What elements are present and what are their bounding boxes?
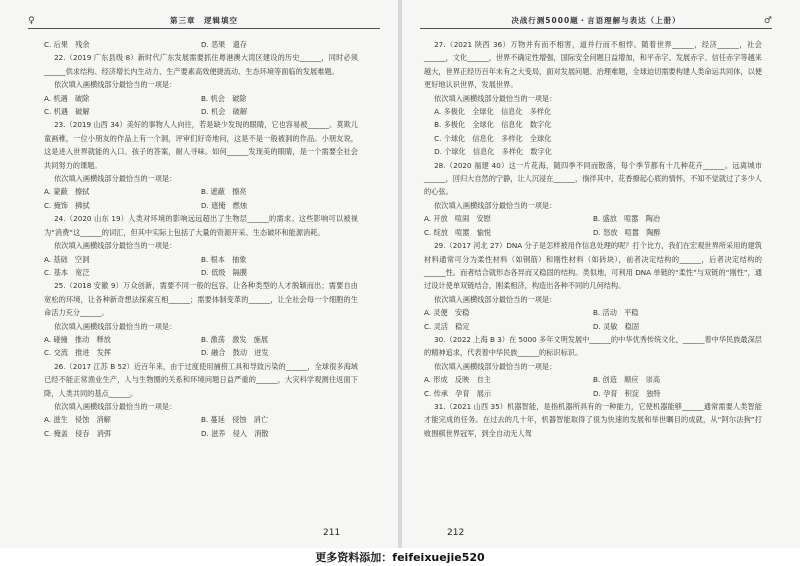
option: D. 怒放 喧嚣 陶醉: [593, 227, 661, 237]
chapter-title: 第三章 逻辑填空: [170, 16, 238, 25]
question-text: 22.（2019 广东县级 8）新时代广东发展需要抓住粤港澳大湾区建设的历史______，同时必须______供求结构、经济增长内生动力、生产要素高效便捷流动、生态环境等面临的发展难题。: [44, 53, 358, 76]
question-prompt: 依次填入画横线部分最恰当的一项是：: [54, 321, 177, 331]
option: A. 多极化 全球化 信息化 多样化: [434, 107, 552, 117]
question-text: 31.（2021 山西 35）机器智能，是指机器所具有的一种能力，它使机器能够______通常需要人类智能才能完成的任务。在过去的几十年，机器智能取得了很为快速的发展和举世瞩目的成就，从“阿尔法狗”打败围棋世界冠军，到全自动无人驾: [424, 401, 762, 438]
option: C. 绽放 喧嚣 愉悦: [424, 227, 492, 237]
question-prompt: 依次填入画横线部分最恰当的一项是：: [54, 174, 177, 184]
option: C. 后果 残余: [44, 40, 90, 49]
question-26: [44, 360, 358, 440]
question-prompt: 依次填入画横线部分最恰当的一项是：: [434, 200, 557, 210]
question-text: 25.（2018 安徽 9）万众创新，需要不同一般的包容，让各种类型的人才脱颖而出；需要自由宽松的环境，让各种新奇想法探索互相______；需要体制变革的______，让全社会每一个细胞的生命活力充分______。: [44, 281, 358, 318]
option: D. 机会 破解: [201, 107, 248, 117]
question-31: [424, 400, 762, 440]
question-text: 26.（2017 江苏 B 52）近百年来，由于过度使用捕捞工具和导致污染的______，全球很多海域已经不能正常渔业生产，人与生物圈的关系和环境问题日益严重的______，大灾科学观测往返面下降，人类共同的基点______。: [44, 361, 358, 398]
left-page-header: [28, 14, 380, 29]
question-prompt: 依次填入画横线部分最恰当的一项是：: [434, 294, 557, 304]
option: B. 创造 顺应 崇高: [593, 375, 661, 385]
left-page: [0, 0, 398, 548]
option: D. 遮掩 燃烛: [201, 200, 248, 210]
question-22: [44, 51, 358, 118]
question-prompt: 依次填入画横线部分最恰当的一项是：: [54, 241, 177, 251]
option: D. 灵敏 稳固: [593, 321, 640, 331]
option: B. 盛放 喧嚣 陶冶: [593, 214, 661, 224]
question-28: [424, 159, 762, 239]
option: B. 机会 破除: [201, 93, 247, 103]
option: A. 滋生 侵蚀 消解: [44, 415, 111, 425]
question-text: 27.（2021 陕西 36）万物并有而不相害，道并行而不相悖。随着世界______，经济______，社会______，文化______，世界不确定性增强，国际安全问题日益增加，和平赤字、发展赤字、信任赤字等越来越大，世界正经历百年未有之大变局，面对发展问题、治理难题，全球迫切需要构建人类命运共同体，以便更好地认识世界，发展世界。: [424, 40, 762, 90]
question-prompt: 依次填入画横线部分最恰当的一项是：: [434, 93, 557, 103]
option: A. 机遇 破除: [44, 93, 90, 103]
option: C. 掩饰 拂拭: [44, 200, 90, 210]
header-mark: ♀: [28, 16, 35, 26]
option: C. 交流 推进 发挥: [44, 348, 112, 358]
option: A. 开放 喧闹 安慰: [424, 214, 491, 224]
top-options: [44, 38, 358, 51]
question-prompt: 依次填入画横线部分最恰当的一项是：: [434, 361, 557, 371]
footer-contact: 更多资料添加：feifeixuejie520: [315, 551, 485, 564]
option: D. 个球化 信息化 多样化 数字化: [434, 147, 552, 157]
option: B. 根本 抽象: [201, 254, 247, 264]
option: C. 个球化 信息化 多样化 全球化: [434, 133, 552, 143]
option: A. 形成 反映 自主: [424, 375, 491, 385]
question-text: 30.（2022 上海 B 3）在 5000 多年文明发展中______的中华优秀传统文化，______着中华民族最深层的精神追求，代表着中华民族______的标识标识。: [424, 334, 762, 358]
book-title: 决战行测5000题・言语理解与表达（上册）: [511, 16, 681, 25]
question-24: [44, 212, 358, 279]
option: A. 碰撞 推动 释放: [44, 334, 111, 344]
option: B. 激荡 激发 施展: [201, 334, 269, 344]
option: C. 掩盖 侵吞 消弭: [44, 428, 112, 438]
question-25: [44, 279, 358, 359]
left-page-content: [44, 38, 358, 440]
question-text: 23.（2019 山西 34）美好的事物人人向往，若是缺少发现的眼睛，它也容易被______。莫欺儿童画稚，一位小朋友的作品上有一个洞，评审们好奇地问，这是不是一般被洞的作品。小朋友说，这是进入世界就能的入口。孩子的答案，耐人寻味。如何______发现美的眼睛，是一个需要全社会共同努力的课题。: [44, 120, 358, 170]
option: D. 融合 鼓动 迸发: [201, 348, 269, 358]
option: B. 遮蔽 擦亮: [201, 187, 247, 197]
option: C. 机遇 破解: [44, 107, 90, 117]
question-text: 28.（2020 福建 40）这一片花海，随四季不同而散落，每个季节都有十几种花卉______。远离城市______，回归大自然的宁静，让人沉浸在______，徜徉其中，花香撩起心底的情怀，不知不觉就过了多少人的心弦。: [424, 160, 762, 197]
option: D. 孕育 积淀 独特: [593, 388, 661, 398]
option: A. 基础 空洞: [44, 254, 90, 264]
question-29: [424, 239, 762, 333]
question-prompt: 依次填入画横线部分最恰当的一项是：: [54, 80, 177, 90]
question-23: [44, 118, 358, 212]
right-page: [402, 0, 800, 548]
option: C. 传承 孕育 展示: [424, 388, 492, 398]
question-30: [424, 333, 762, 400]
option: D. 滋养 侵入 消散: [201, 428, 269, 438]
option: B. 多极化 全球化 信息化 数字化: [434, 120, 552, 130]
right-page-header: [420, 14, 772, 29]
question-prompt: 依次填入画横线部分最恰当的一项是：: [54, 401, 177, 411]
option: B. 活动 平稳: [593, 308, 639, 318]
question-27: [424, 38, 762, 159]
option: B. 蔓延 侵蚀 消亡: [201, 415, 269, 425]
header-mark: ♂: [763, 16, 772, 26]
option: D. 低级 隔膜: [201, 267, 248, 277]
question-text: 24.（2020 山东 19）人类对环境的影响远远超出了生物层______的需求。这些影响可以被视为“消费”这______的词汇，但其中实际上包括了大量的资源开采、生态破坏和能源消耗。: [44, 214, 358, 237]
right-page-content: [424, 38, 762, 440]
page-number: 212: [447, 528, 465, 538]
option: A. 蒙蔽 擦拭: [44, 187, 90, 197]
page-number: 211: [323, 528, 341, 538]
option: D. 恶果 遗存: [201, 40, 248, 49]
option: A. 灵便 安稳: [424, 308, 470, 318]
option: C. 基本 宽泛: [44, 267, 90, 277]
option: C. 灵活 稳定: [424, 321, 470, 331]
question-text: 29.（2017 河北 27）DNA 分子是怎样被用作信息处理的呢？打个比方，我们在宏观世界所采用的建筑材料通常可分为柔性材料（如钢筋）和刚性材料（如砖块），前者决定结构的______，后者决定结构的______性。而者结合就形态各异而又稳固的结构。类似地，可利用 DNA 单链的“柔性”与双链的“刚性”，通过设计使单双链结合，刚柔相济，构造出各种不同的几何结构。: [424, 241, 762, 291]
